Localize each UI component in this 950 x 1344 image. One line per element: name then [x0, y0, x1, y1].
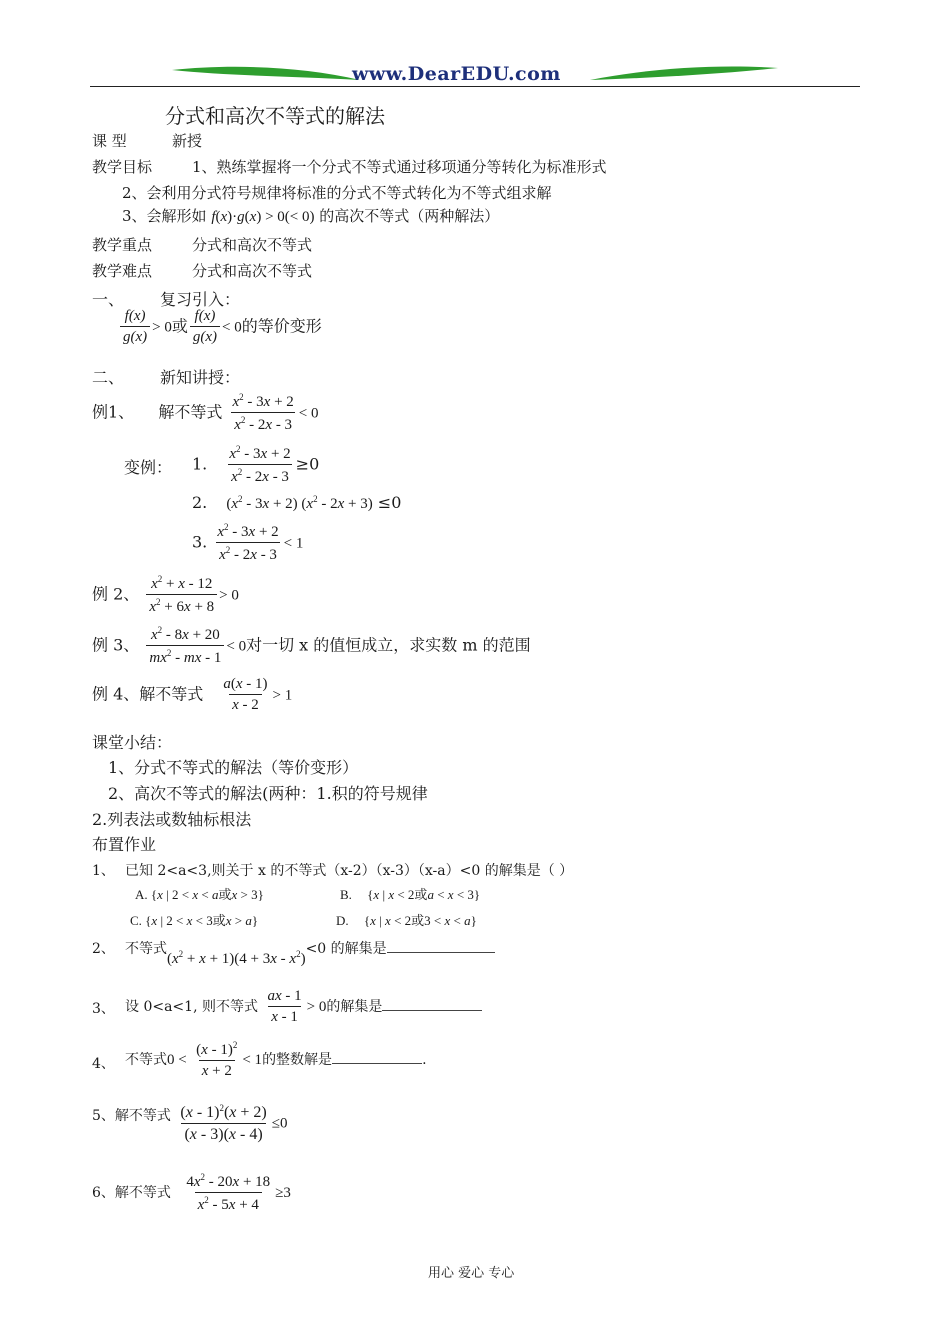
- q3-post: 的解集是: [326, 999, 383, 1015]
- leaf-left: [172, 67, 360, 80]
- hw-q4: 不等式0 < $\frac{(x - 1)^2}{x + 2}$ < 1的整数解是 .: [125, 1040, 427, 1079]
- ex2-fraction: $\frac{x^2 + x - 12}{x^2 + 6x + 8}$: [146, 574, 217, 616]
- q5-fraction: $\frac{(x - 1)^2(x + 2)}{(x - 3)(x - 4)}$: [180, 1103, 267, 1143]
- summary-title: 课堂小结：: [92, 733, 173, 752]
- objective-2: 2、会利用分式符号规律将标准的分式不等式转化为不等式组求解: [122, 184, 552, 202]
- ex4-fraction: $\frac{a(x - 1)}{x - 2}$: [223, 676, 268, 713]
- equiv-transform: $\frac{f(x)}{g(x)}$ > 0或 $\frac{f(x)}{g(x)}$ < 0的等价变形: [118, 308, 322, 346]
- q2-answer-blank[interactable]: [387, 938, 495, 953]
- ex2-label: 例 2、: [92, 584, 140, 604]
- section1-title: 复习引入：: [160, 290, 241, 309]
- q4-end: .: [422, 1052, 427, 1068]
- summary-item-1: 1、分式不等式的解法（等价变形）: [108, 758, 359, 777]
- objective-3: [122, 205, 499, 226]
- hw-q2-num: 2、: [92, 941, 115, 957]
- objectives-label: 教学目标: [92, 158, 153, 176]
- q4-answer-blank[interactable]: [332, 1049, 422, 1064]
- site-name[interactable]: www.DearEDU.com: [352, 63, 561, 85]
- difficulty-label: 教学难点: [92, 262, 153, 280]
- fraction-f-over-g-2: $\frac{f(x)}{g(x)}$: [190, 308, 220, 346]
- example-2: 例 2、 $\frac{x^2 + x - 12}{x^2 + 6x + 8}$ > 0: [92, 574, 239, 615]
- hw-q2: [125, 938, 495, 967]
- objective-3-formula: f(x)·g(x) > 0(< 0): [211, 209, 315, 225]
- leaf-right: [590, 67, 778, 81]
- q5-pre: 5、解不等式: [92, 1108, 171, 1124]
- ex4-label: 例 4、解不等式: [92, 684, 204, 704]
- objective-1: 1、熟练掌握将一个分式不等式通过移项通分等转化为标准形式: [192, 158, 607, 176]
- section1-tail: 的等价变形: [241, 316, 322, 336]
- key-value: 分式和高次不等式: [192, 236, 313, 254]
- hw-q1-text: 已知 2<a<3,则关于 x 的不等式（x-2）（x-3）（x-a）<0 的解集是（ ）: [125, 863, 574, 879]
- opt-c-label: C.: [130, 913, 142, 928]
- variant-3: 3. $\frac{x^2 - 3x + 2}{x^2 - 2x - 3}$ < 1: [192, 522, 304, 563]
- q4-post: 的整数解是: [262, 1052, 333, 1068]
- opt-d-label: D.: [336, 913, 349, 928]
- q2-formula: $(x^2 + x + 1)(4 + 3x - x^2)$: [167, 949, 306, 967]
- q4-fraction: $\frac{(x - 1)^2}{x + 2}$: [196, 1040, 238, 1079]
- v1-fraction: $\frac{x^2 - 3x + 2}{x^2 - 2x - 3}$: [229, 444, 291, 485]
- q6-fraction: $\frac{4x^2 - 20x + 18}{x^2 - 5x + 4}$: [186, 1172, 271, 1213]
- hw-q1-option-c: C. {x | 2 < x < 3或x > a}: [130, 913, 259, 928]
- key-label: 教学重点: [92, 236, 153, 254]
- v2-num: 2.: [192, 493, 208, 512]
- section2-num: 二、: [92, 368, 125, 387]
- q2-post: <0 的解集是: [305, 941, 387, 957]
- example-1: 例1、 解不等式 $\frac{x^2 - 3x + 2}{x^2 - 2x - 3}$ < 0: [92, 392, 319, 433]
- hw-q5: 5、解不等式 $\frac{(x - 1)^2(x + 2)}{(x - 3)(x - 4)}$ ≤0: [92, 1103, 288, 1143]
- hw-q1-num: 1、: [92, 863, 115, 879]
- page-title: 分式和高次不等式的解法: [165, 104, 385, 128]
- variant-label: 变例：: [124, 458, 173, 477]
- q3-fraction: $\frac{ax - 1}{x - 1}$: [267, 988, 302, 1025]
- q3-pre: 设 0<a<1, 则不等式: [125, 999, 258, 1015]
- hw-q3: 设 0<a<1, 则不等式 $\frac{ax - 1}{x - 1}$ > 0的解集是: [125, 988, 482, 1026]
- objective-3-pre: 3、会解形如: [122, 207, 207, 225]
- v1-num: 1.: [192, 454, 208, 474]
- ex1-label: 例1、: [92, 402, 135, 422]
- ex1-text: 解不等式: [158, 402, 223, 422]
- q6-pre: 6、解不等式: [92, 1185, 171, 1201]
- difficulty-value: 分式和高次不等式: [192, 262, 313, 280]
- hw-q6: 6、解不等式 $\frac{4x^2 - 20x + 18}{x^2 - 5x + 4}$ ≥3: [92, 1172, 291, 1213]
- ex3-fraction: $\frac{x^2 - 8x + 20}{mx^2 - mx - 1}$: [146, 625, 224, 667]
- hw-q4-num: 4、: [92, 1056, 115, 1072]
- type-label: 课 型: [92, 132, 127, 150]
- q4-pre: 不等式: [125, 1052, 167, 1068]
- ex1-fraction: $\frac{x^2 - 3x + 2}{x^2 - 2x - 3}$: [232, 392, 294, 433]
- hw-q1-option-d: D. {x | x < 2或3 < x < a}: [336, 913, 477, 928]
- type-value: 新授: [172, 132, 203, 150]
- ex3-label: 例 3、: [92, 635, 140, 655]
- fraction-f-over-g-1: $\frac{f(x)}{g(x)}$: [120, 308, 150, 346]
- homework-title: 布置作业: [92, 835, 157, 854]
- v3-fraction: $\frac{x^2 - 3x + 2}{x^2 - 2x - 3}$: [217, 522, 279, 563]
- objective-3-post: 的高次不等式（两种解法）: [319, 207, 500, 225]
- header-rule: [90, 86, 860, 87]
- v3-num: 3.: [192, 532, 208, 552]
- hw-q1-option-b: B. {x | x < 2或a < x < 3}: [340, 887, 481, 902]
- or-word: 或: [171, 316, 188, 336]
- q3-answer-blank[interactable]: [382, 996, 482, 1011]
- section2-title: 新知讲授：: [160, 368, 241, 387]
- summary-item-3: 2.列表法或数轴标根法: [92, 810, 252, 829]
- hw-q1-option-a: A. {x | 2 < x < a或x > 3}: [135, 887, 264, 902]
- variant-1: 1. $\frac{x^2 - 3x + 2}{x^2 - 2x - 3}$ ≥0: [192, 444, 320, 485]
- example-4: 例 4、解不等式 $\frac{a(x - 1)}{x - 2}$ > 1: [92, 676, 293, 713]
- hw-q3-num: 3、: [92, 1001, 115, 1017]
- summary-item-2: 2、高次不等式的解法(两种：1.积的符号规律: [108, 784, 428, 803]
- page-footer: 用心 爱心 专心: [428, 1266, 515, 1281]
- opt-b-label: B.: [340, 887, 352, 902]
- q2-pre: 不等式: [125, 941, 167, 957]
- variant-2: 2. $(x^2 - 3x + 2)$ $(x^2 - 2x + 3) \le 0$: [192, 493, 402, 512]
- example-3: 例 3、 $\frac{x^2 - 8x + 20}{mx^2 - mx - 1}$ < 0对一切 x 的值恒成立，求实数 m 的范围: [92, 625, 531, 666]
- section1-num: 一、: [92, 290, 125, 309]
- opt-a-label: A.: [135, 887, 148, 902]
- ex3-tail: 对一切 x 的值恒成立，求实数 m 的范围: [246, 635, 531, 655]
